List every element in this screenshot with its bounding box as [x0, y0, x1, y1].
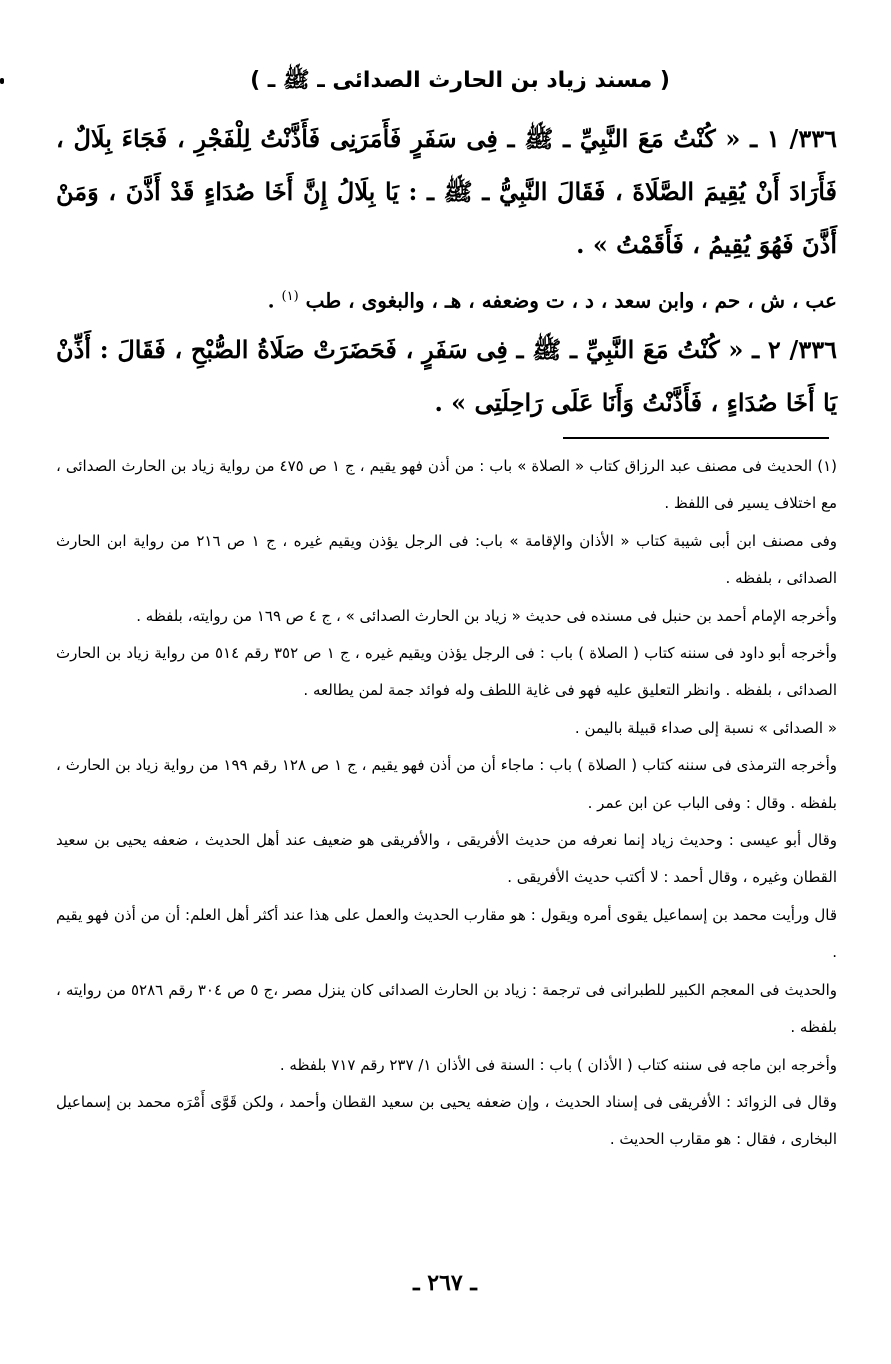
footnote-paragraph: وأخرجه الإمام أحمد بن حنبل فى مسنده فى حديث « زياد بن الحارث الصدائى » ، ج ٤ ص ١٦٩ من روايته، بلفظه . [136, 606, 837, 625]
footnote-separator [563, 437, 829, 439]
page-number: ـ ٢٦٧ ـ [413, 1270, 477, 1296]
footnote-paragraph: وفى مصنف ابن أبى شيبة كتاب « الأذان والإقامة » باب: فى الرجل يؤذن ويقيم غيره ، ج ١ ص ٢١٦ من رواية ابن الحارث الصدائى ، بلفظه . [56, 531, 838, 588]
footnote-paragraph: وقال أبو عيسى : وحديث زياد إنما نعرفه من حديث الأفريقى ، والأفريقى هو ضعيف عند أهل الحديث ، ضعفه يحيى بن سعيد القطان وغيره ، وقال أحمد : لا أكتب حديث الأفريقى . [56, 831, 837, 887]
source-references [56, 275, 837, 323]
footnote-paragraph: (١) الحديث فى مصنف عبد الرزاق كتاب « الصلاة » باب : من أذن فهو يقيم ، ج ١ ص ٤٧٥ من رواية زياد بن الحارث الصدائى ، مع اختلاف يسير فى اللفظ . [56, 457, 837, 513]
footnote-marker: (١) [281, 289, 299, 304]
footnote-paragraph: وقال فى الزوائد : الأفريقى فى إسناد الحديث ، وإن ضعفه يحيى بن سعيد القطان وأحمد ، ولكن قَوَّى أَمْرَه محمد بن إسماعيل البخارى ، فقال : هو مقارب الحديث . [56, 1092, 837, 1149]
page-header: ( مسند زياد بن الحارث الصدائى ـ ﷺ ـ ) [250, 68, 670, 93]
footnotes [56, 448, 837, 1159]
hadith-1: ٣٣٦/ ١ ـ « كُنْتُ مَعَ النَّبِيِّ ـ ﷺ ـ فِى سَفَرٍ فَأَمَرَنِى فَأَذَّنْتُ لِلْفَجْرِ ، فَجَاءَ بِلَالٌ ، فَأَرَادَ أَنْ يُقِيمَ الصَّلَاةَ ، فَقَالَ النَّبِيُّ ـ ﷺ ـ : يَا بِلَالُ إِنَّ أَخَا صُدَاءٍ قَدْ أَذَّنَ ، وَمَنْ أَذَّنَ فَهُوَ يُقِيمُ ، فَأَقَمْتُ » . [56, 124, 837, 259]
references-end: . [267, 288, 282, 313]
main-text [56, 112, 837, 429]
references-text: عب ، ش ، حم ، وابن سعد ، د ، ت وضعفه ، هـ ، والبغوى ، طب [305, 288, 837, 313]
footnote-paragraph: والحديث فى المعجم الكبير للطبرانى فى ترجمة : زياد بن الحارث الصدائى كان ينزل مصر ،ج ٥ ص ٣٠٤ رقم ٥٢٨٦ من روايته ، بلفظه . [56, 980, 838, 1037]
footnote-paragraph: وأخرجه أبو داود فى سننه كتاب ( الصلاة ) باب : فى الرجل يؤذن ويقيم غيره ، ج ١ ص ٣٥٢ رقم ٥١٤ من رواية زياد بن الحارث الصدائى ، بلفظه . وانظر التعليق عليه فهو فى غاية اللطف وله فوائد جمة لمن يطالعه . [56, 644, 837, 700]
footnote-paragraph: قال ورأيت محمد بن إسماعيل يقوى أمره ويقول : هو مقارب الحديث والعمل على هذا عند أكثر أهل العلم: أن من أذن فهو يقيم . [56, 905, 837, 962]
margin-mark [0, 78, 4, 84]
footnote-paragraph: وأخرجه ابن ماجه فى سننه كتاب ( الأذان ) باب : السنة فى الأذان ١/ ٢٣٧ رقم ٧١٧ بلفظه . [279, 1055, 837, 1074]
hadith-2: ٣٣٦/ ٢ ـ « كُنْتُ مَعَ النَّبِيِّ ـ ﷺ ـ فِى سَفَرٍ ، فَحَضَرَتْ صَلَاةُ الصُّبْحِ ، فَقَالَ : أَذِّنْ يَا أَخَا صُدَاءٍ ، فَأَذَّنْتُ وَأَنَا عَلَى رَاحِلَتِى » . [56, 334, 837, 417]
footnote-paragraph: « الصدائى » نسبة إلى صداء قبيلة باليمن . [574, 718, 837, 737]
footnote-paragraph: وأخرجه الترمذى فى سننه كتاب ( الصلاة ) باب : ماجاء أن من أذن فهو يقيم ، ج ١ ص ١٢٨ رقم ١٩٩ من رواية زياد بن الحارث ، بلفظه . وقال : وفى الباب عن ابن عمر . [56, 756, 837, 812]
